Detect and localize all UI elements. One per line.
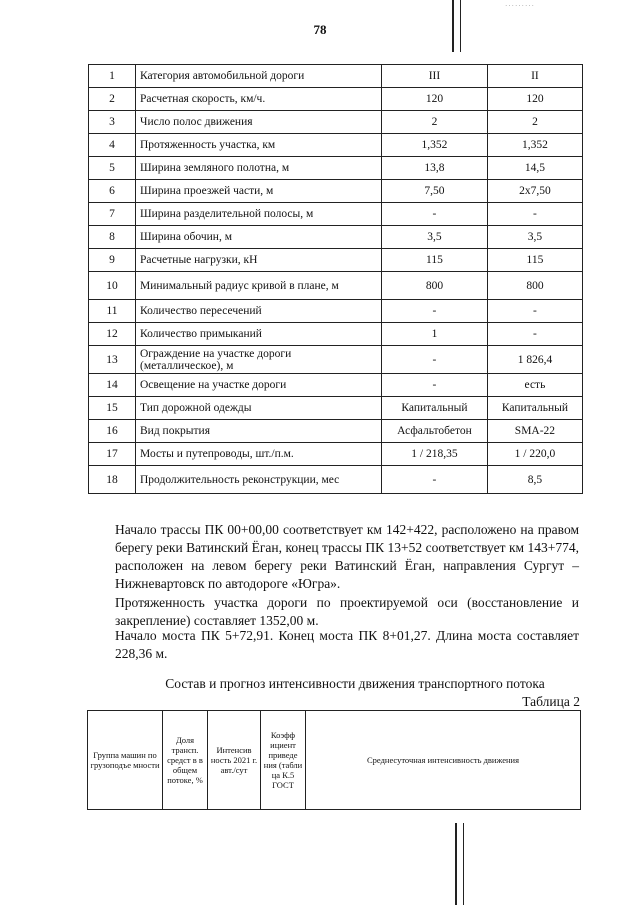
param-name: Количество примыканий (136, 323, 382, 346)
row-number: 9 (89, 249, 136, 272)
table-row (89, 88, 583, 111)
param-name: Мосты и путепроводы, шт./п.м. (136, 443, 382, 466)
param-name: Расчетные нагрузки, кН (136, 249, 382, 272)
value-category-3: - (382, 300, 488, 323)
col-coefficient: Коэфф ициент приведе ния (табли ца К.5 ГОСТ (261, 711, 306, 810)
value-category-3: 115 (382, 249, 488, 272)
col-intensity: Интенсив ность 2021 г. авт./сут (208, 711, 261, 810)
param-name: Расчетная скорость, км/ч. (136, 88, 382, 111)
table-row (89, 111, 583, 134)
value-category-2: - (487, 203, 582, 226)
value-category-3: - (382, 466, 488, 494)
table-row (89, 397, 583, 420)
value-category-2: 3,5 (487, 226, 582, 249)
value-category-2: 2х7,50 (487, 180, 582, 203)
length-paragraph (83, 594, 579, 630)
param-name: Категория автомобильной дороги (136, 65, 382, 88)
value-category-2: 800 (487, 272, 582, 300)
param-name: Тип дорожной одежды (136, 397, 382, 420)
table-row (89, 323, 583, 346)
value-category-3: Капитальный (382, 397, 488, 420)
table-row (89, 272, 583, 300)
row-number: 5 (89, 157, 136, 180)
value-category-3: 2 (382, 111, 488, 134)
scan-artifact-line (452, 0, 454, 52)
value-category-3: Асфальтобетон (382, 420, 488, 443)
value-category-2: 1,352 (487, 134, 582, 157)
param-name: Ширина земляного полотна, м (136, 157, 382, 180)
table-row (89, 466, 583, 494)
scan-artifact-dots: ········· (505, 2, 535, 10)
page-number: 78 (313, 22, 327, 37)
value-category-3: 800 (382, 272, 488, 300)
row-number: 18 (89, 466, 136, 494)
table-row (89, 65, 583, 88)
scan-artifact-line (463, 823, 464, 905)
section-title: Состав и прогноз интенсивности движения транспортного потока (165, 676, 545, 691)
value-category-3: - (382, 374, 488, 397)
value-category-3: 1 (382, 323, 488, 346)
table-row (89, 346, 583, 374)
value-category-2: 120 (487, 88, 582, 111)
route-description-text: Начало трассы ПК 00+00,00 соответствует км 142+422, расположено на правом берегу реки Ватинский Ёган, конец трассы ПК 13+52 соответствует км 143+774, расположен на левом берегу реки Ватинский Ёган, направления Сургут – Нижневартовск по автодороге «Югра». (115, 522, 579, 591)
row-number: 3 (89, 111, 136, 134)
value-category-3: 13,8 (382, 157, 488, 180)
param-name: Протяженность участка, км (136, 134, 382, 157)
param-name: Ширина обочин, м (136, 226, 382, 249)
table-row (89, 249, 583, 272)
row-number: 13 (89, 346, 136, 374)
value-category-3: - (382, 203, 488, 226)
row-number: 12 (89, 323, 136, 346)
value-category-3: 3,5 (382, 226, 488, 249)
value-category-2: есть (487, 374, 582, 397)
col-avg-daily-intensity: Среднесуточная интенсивность движения (306, 711, 581, 810)
value-category-3: 120 (382, 88, 488, 111)
row-number: 6 (89, 180, 136, 203)
table-row (89, 203, 583, 226)
value-category-3: - (382, 346, 488, 374)
param-name: Количество пересечений (136, 300, 382, 323)
row-number: 10 (89, 272, 136, 300)
value-category-2: 1 / 220,0 (487, 443, 582, 466)
row-number: 16 (89, 420, 136, 443)
row-number: 7 (89, 203, 136, 226)
row-number: 8 (89, 226, 136, 249)
table-caption: Таблица 2 (522, 694, 580, 709)
route-description-paragraph (83, 521, 579, 593)
row-number: 4 (89, 134, 136, 157)
value-category-2: 8,5 (487, 466, 582, 494)
bridge-paragraph (83, 627, 579, 663)
value-category-2: II (487, 65, 582, 88)
value-category-2: - (487, 323, 582, 346)
value-category-2: Капитальный (487, 397, 582, 420)
value-category-3: 7,50 (382, 180, 488, 203)
traffic-table (87, 710, 581, 810)
table-row (89, 180, 583, 203)
scan-artifact-line (460, 0, 461, 52)
value-category-3: 1,352 (382, 134, 488, 157)
table-row (89, 134, 583, 157)
param-name: Вид покрытия (136, 420, 382, 443)
table-row (89, 300, 583, 323)
table-row (89, 226, 583, 249)
length-text: Протяженность участка дороги по проектируемой оси (восстановление и закрепление) составляет 1352,00 м. (115, 595, 579, 628)
value-category-2: - (487, 300, 582, 323)
param-name: Число полос движения (136, 111, 382, 134)
param-name: Освещение на участке дороги (136, 374, 382, 397)
value-category-2: 14,5 (487, 157, 582, 180)
table-row (89, 157, 583, 180)
table-row (89, 374, 583, 397)
bridge-text: Начало моста ПК 5+72,91. Конец моста ПК 8+01,27. Длина моста составляет 228,36 м. (115, 628, 579, 661)
col-vehicle-group: Группа машин по грузоподъе мности (88, 711, 163, 810)
param-name: Ширина проезжей части, м (136, 180, 382, 203)
road-parameters-table (88, 64, 583, 494)
table-header-row (88, 711, 581, 810)
row-number: 17 (89, 443, 136, 466)
value-category-2: SMA-22 (487, 420, 582, 443)
value-category-2: 115 (487, 249, 582, 272)
param-name: Минимальный радиус кривой в плане, м (136, 272, 382, 300)
table-row (89, 443, 583, 466)
row-number: 15 (89, 397, 136, 420)
value-category-2: 2 (487, 111, 582, 134)
value-category-3: 1 / 218,35 (382, 443, 488, 466)
param-name: Ширина разделительной полосы, м (136, 203, 382, 226)
value-category-2: 1 826,4 (487, 346, 582, 374)
row-number: 14 (89, 374, 136, 397)
table-row (89, 420, 583, 443)
col-share: Доля трансп. средст в в общем потоке, % (163, 711, 208, 810)
row-number: 2 (89, 88, 136, 111)
row-number: 11 (89, 300, 136, 323)
param-name: Ограждение на участке дороги (металлическое), м (136, 346, 382, 374)
row-number: 1 (89, 65, 136, 88)
scan-artifact-line (455, 823, 457, 905)
param-name: Продолжительность реконструкции, мес (136, 466, 382, 494)
value-category-3: III (382, 65, 488, 88)
